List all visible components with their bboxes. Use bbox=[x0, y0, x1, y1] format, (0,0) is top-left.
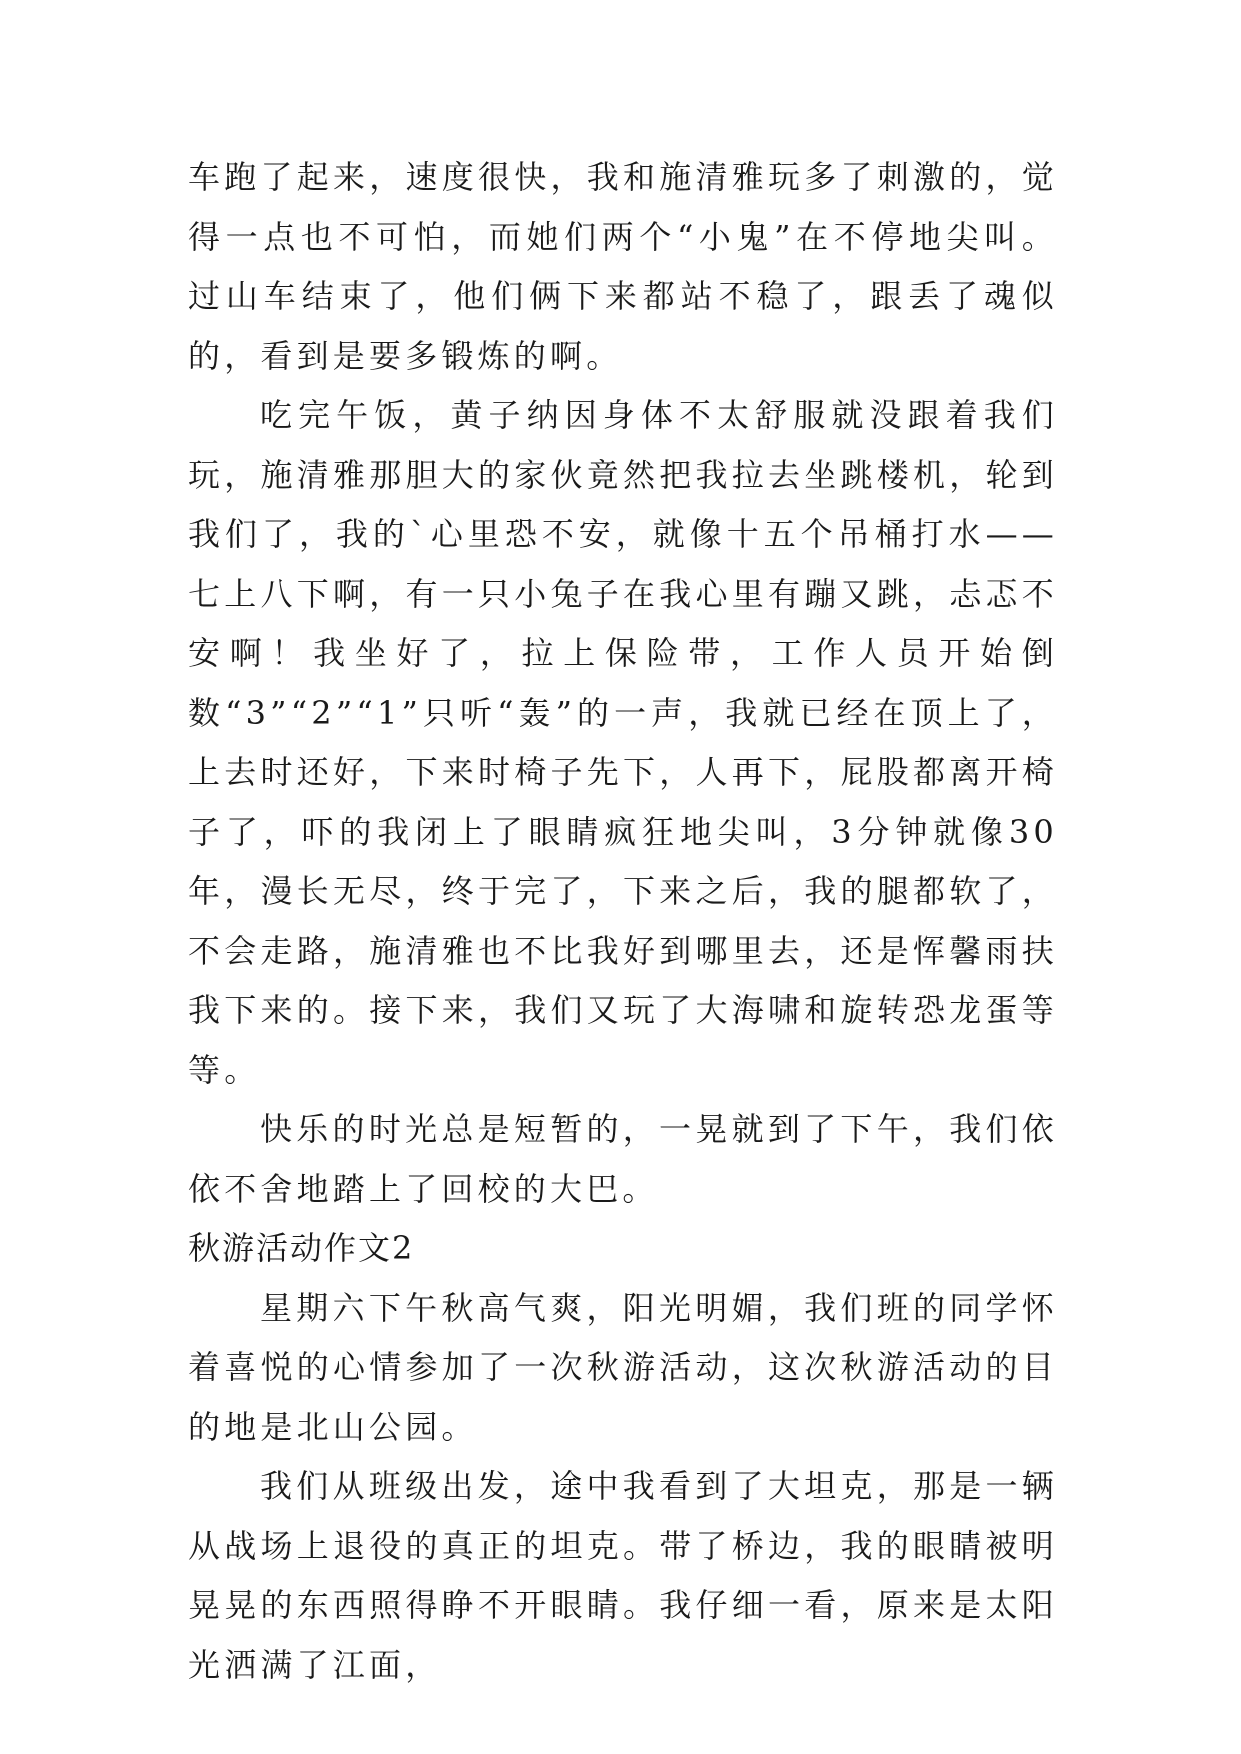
section-title: 秋游活动作文2 bbox=[188, 1229, 415, 1267]
paragraph-autumn-trip: 星期六下午秋高气爽，阳光明媚，我们班的同学怀着喜悦的心情参加了一次秋游活动，这次秋游活动的目的地是北山公园。 bbox=[188, 1288, 1058, 1446]
paragraph-roller-coaster: 车跑了起来，速度很快，我和施清雅玩多了刺激的，觉得一点也不可怕，而她们两个“小鬼”在不停地尖叫。过山车结束了，他们俩下来都站不稳了，跟丢了魂似的，看到是要多锻炼的啊。 bbox=[188, 158, 1058, 375]
paragraph-drop-tower: 吃完午饭，黄子纳因身体不太舒服就没跟着我们玩，施清雅那胆大的家伙竟然把我拉去坐跳楼机，轮到我们了，我的`心里恐不安，就像十五个吊桶打水——七上八下啊，有一只小兔子在我心里有蹦又跳，忐忑不安啊！我坐好了，拉上保险带，工作人员开始倒数“3”“2”“1”只听“轰”的一声，我就已经在顶上了，上去时还好，下来时椅子先下，人再下，屁股都离开椅子了，吓的我闭上了眼睛疯狂地尖叫，3分钟就像30年，漫长无尽，终于完了，下来之后，我的腿都软了，不会走路，施清雅也不比我好到哪里去，还是恽馨雨扶我下来的。接下来，我们又玩了大海啸和旋转恐龙蛋等等。 bbox=[188, 396, 1058, 1089]
paragraph-tank-bridge: 我们从班级出发，途中我看到了大坦克，那是一辆从战场上退役的真正的坦克。带了桥边，我的眼睛被明晃晃的东西照得睁不开眼睛。我仔细一看，原来是太阳光洒满了江面， bbox=[188, 1467, 1058, 1684]
paragraph-return-bus: 快乐的时光总是短暂的，一晃就到了下午，我们依依不舍地踏上了回校的大巴。 bbox=[188, 1110, 1058, 1208]
document-body bbox=[188, 148, 1058, 1695]
